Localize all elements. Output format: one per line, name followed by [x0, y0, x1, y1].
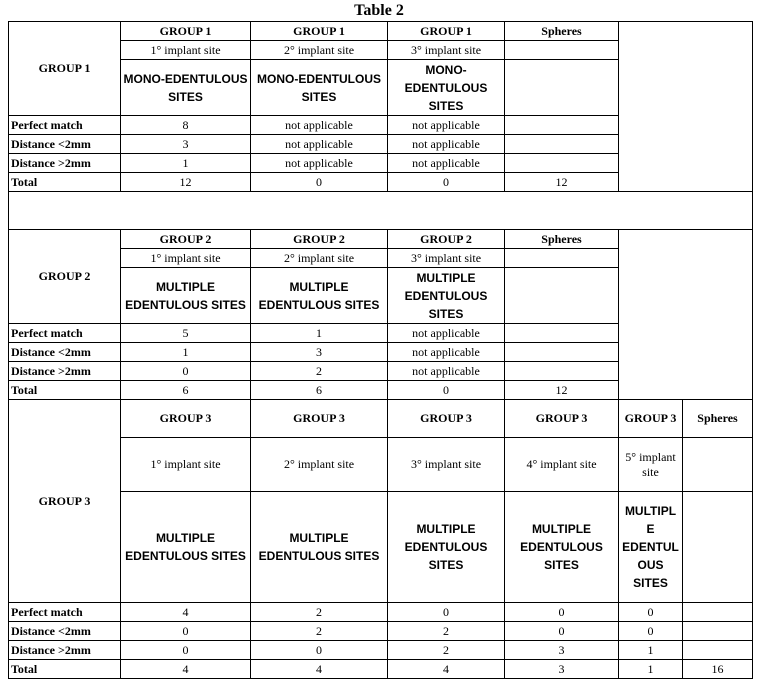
empty-cell [505, 268, 619, 324]
cell: 2 [388, 622, 505, 641]
cell: 12 [505, 173, 619, 192]
cell: 0 [251, 173, 388, 192]
g2-site-type: MULTIPLE EDENTULOUS SITES [388, 268, 505, 324]
table-row [9, 622, 753, 641]
g3-site: 1° implant site [121, 438, 251, 492]
g3-site: 5° implant site [619, 438, 683, 492]
cell [505, 116, 619, 135]
empty-cell [683, 492, 753, 603]
row-label: Total [9, 173, 121, 192]
row-label: Perfect match [9, 116, 121, 135]
row-label: Perfect match [9, 603, 121, 622]
cell: not applicable [388, 135, 505, 154]
cell: 1 [121, 343, 251, 362]
cell: 0 [619, 603, 683, 622]
cell: 12 [121, 173, 251, 192]
g1-site-type: MONO-EDENTULOUS SITES [121, 60, 251, 116]
cell: not applicable [388, 362, 505, 381]
g3-group-label: GROUP 3 [9, 400, 121, 603]
row-label: Distance <2mm [9, 622, 121, 641]
g3-site-type: MULTIPLE EDENTULOUS SITES [121, 492, 251, 603]
cell: 4 [251, 660, 388, 679]
g3-col-head: Spheres [683, 400, 753, 438]
cell: 1 [251, 324, 388, 343]
g2-site-type: MULTIPLE EDENTULOUS SITES [251, 268, 388, 324]
row-label: Total [9, 660, 121, 679]
cell: 4 [388, 660, 505, 679]
g2-site: 1° implant site [121, 249, 251, 268]
g3-sites-row [9, 438, 753, 492]
g1-empty-area [619, 22, 753, 192]
cell [505, 343, 619, 362]
cell: not applicable [388, 324, 505, 343]
row-label: Perfect match [9, 324, 121, 343]
cell: 0 [121, 362, 251, 381]
empty-cell [683, 438, 753, 492]
g1-site: 2° implant site [251, 41, 388, 60]
cell: 1 [619, 641, 683, 660]
cell: 6 [121, 381, 251, 400]
table-title: Table 2 [354, 2, 404, 19]
cell [683, 622, 753, 641]
group-spacer-row [9, 192, 753, 230]
cell: 1 [121, 154, 251, 173]
g2-group-label: GROUP 2 [9, 230, 121, 324]
row-label: Distance >2mm [9, 641, 121, 660]
cell [505, 362, 619, 381]
g1-col-head: GROUP 1 [121, 22, 251, 41]
cell: 0 [619, 622, 683, 641]
g3-site-type: MULTIPLE EDENTULOUS SITES [619, 492, 683, 603]
g2-col-head: GROUP 2 [388, 230, 505, 249]
g2-col-head: GROUP 2 [251, 230, 388, 249]
cell: 0 [505, 603, 619, 622]
row-label: Distance >2mm [9, 362, 121, 381]
g3-site: 2° implant site [251, 438, 388, 492]
g3-site: 3° implant site [388, 438, 505, 492]
cell: not applicable [388, 116, 505, 135]
cell: 3 [251, 343, 388, 362]
g3-header-row [9, 400, 753, 438]
cell: 0 [388, 603, 505, 622]
cell: 2 [388, 641, 505, 660]
cell: not applicable [388, 343, 505, 362]
cell: 2 [251, 622, 388, 641]
cell: 2 [251, 362, 388, 381]
g3-site-type: MULTIPLE EDENTULOUS SITES [388, 492, 505, 603]
g1-site-type: MONO-EDENTULOUS SITES [251, 60, 388, 116]
cell: 1 [619, 660, 683, 679]
cell: 2 [251, 603, 388, 622]
cell [683, 603, 753, 622]
cell: not applicable [388, 154, 505, 173]
cell [683, 641, 753, 660]
empty-cell [505, 41, 619, 60]
g3-site-type: MULTIPLE EDENTULOUS SITES [251, 492, 388, 603]
cell: 0 [121, 641, 251, 660]
g2-col-head: GROUP 2 [121, 230, 251, 249]
g2-site-type: MULTIPLE EDENTULOUS SITES [121, 268, 251, 324]
cell: 0 [121, 622, 251, 641]
row-label: Distance <2mm [9, 343, 121, 362]
g1-site: 1° implant site [121, 41, 251, 60]
g2-empty-area [619, 230, 753, 400]
g1-col-head: GROUP 1 [388, 22, 505, 41]
g1-group-label: GROUP 1 [9, 22, 121, 116]
cell [505, 135, 619, 154]
cell: 3 [505, 641, 619, 660]
cell: 5 [121, 324, 251, 343]
cell: not applicable [251, 154, 388, 173]
cell [505, 324, 619, 343]
row-label: Total [9, 381, 121, 400]
empty-cell [505, 249, 619, 268]
results-table [8, 21, 753, 679]
cell: 0 [388, 381, 505, 400]
g2-col-head: Spheres [505, 230, 619, 249]
g1-col-head: GROUP 1 [251, 22, 388, 41]
row-label: Distance >2mm [9, 154, 121, 173]
cell: 0 [388, 173, 505, 192]
table-row [9, 603, 753, 622]
g3-col-head: GROUP 3 [505, 400, 619, 438]
g3-col-head: GROUP 3 [619, 400, 683, 438]
cell: 4 [121, 603, 251, 622]
g3-site: 4° implant site [505, 438, 619, 492]
empty-cell [505, 60, 619, 116]
cell [505, 154, 619, 173]
g2-site: 3° implant site [388, 249, 505, 268]
g3-col-head: GROUP 3 [251, 400, 388, 438]
cell: not applicable [251, 116, 388, 135]
g3-col-head: GROUP 3 [121, 400, 251, 438]
cell: 0 [505, 622, 619, 641]
cell: 16 [683, 660, 753, 679]
cell: 12 [505, 381, 619, 400]
g1-site-type: MONO-EDENTULOUS SITES [388, 60, 505, 116]
cell: 6 [251, 381, 388, 400]
cell: 3 [121, 135, 251, 154]
g3-type-row [9, 492, 753, 603]
cell: 8 [121, 116, 251, 135]
g3-col-head: GROUP 3 [388, 400, 505, 438]
g1-col-head: Spheres [505, 22, 619, 41]
cell: not applicable [251, 135, 388, 154]
table-row [9, 641, 753, 660]
g2-site: 2° implant site [251, 249, 388, 268]
g1-site: 3° implant site [388, 41, 505, 60]
row-label: Distance <2mm [9, 135, 121, 154]
spacer-cell [9, 192, 753, 230]
cell: 0 [251, 641, 388, 660]
g1-header-row [9, 22, 753, 41]
g3-site-type: MULTIPLE EDENTULOUS SITES [505, 492, 619, 603]
cell: 4 [121, 660, 251, 679]
cell: 3 [505, 660, 619, 679]
g2-header-row [9, 230, 753, 249]
